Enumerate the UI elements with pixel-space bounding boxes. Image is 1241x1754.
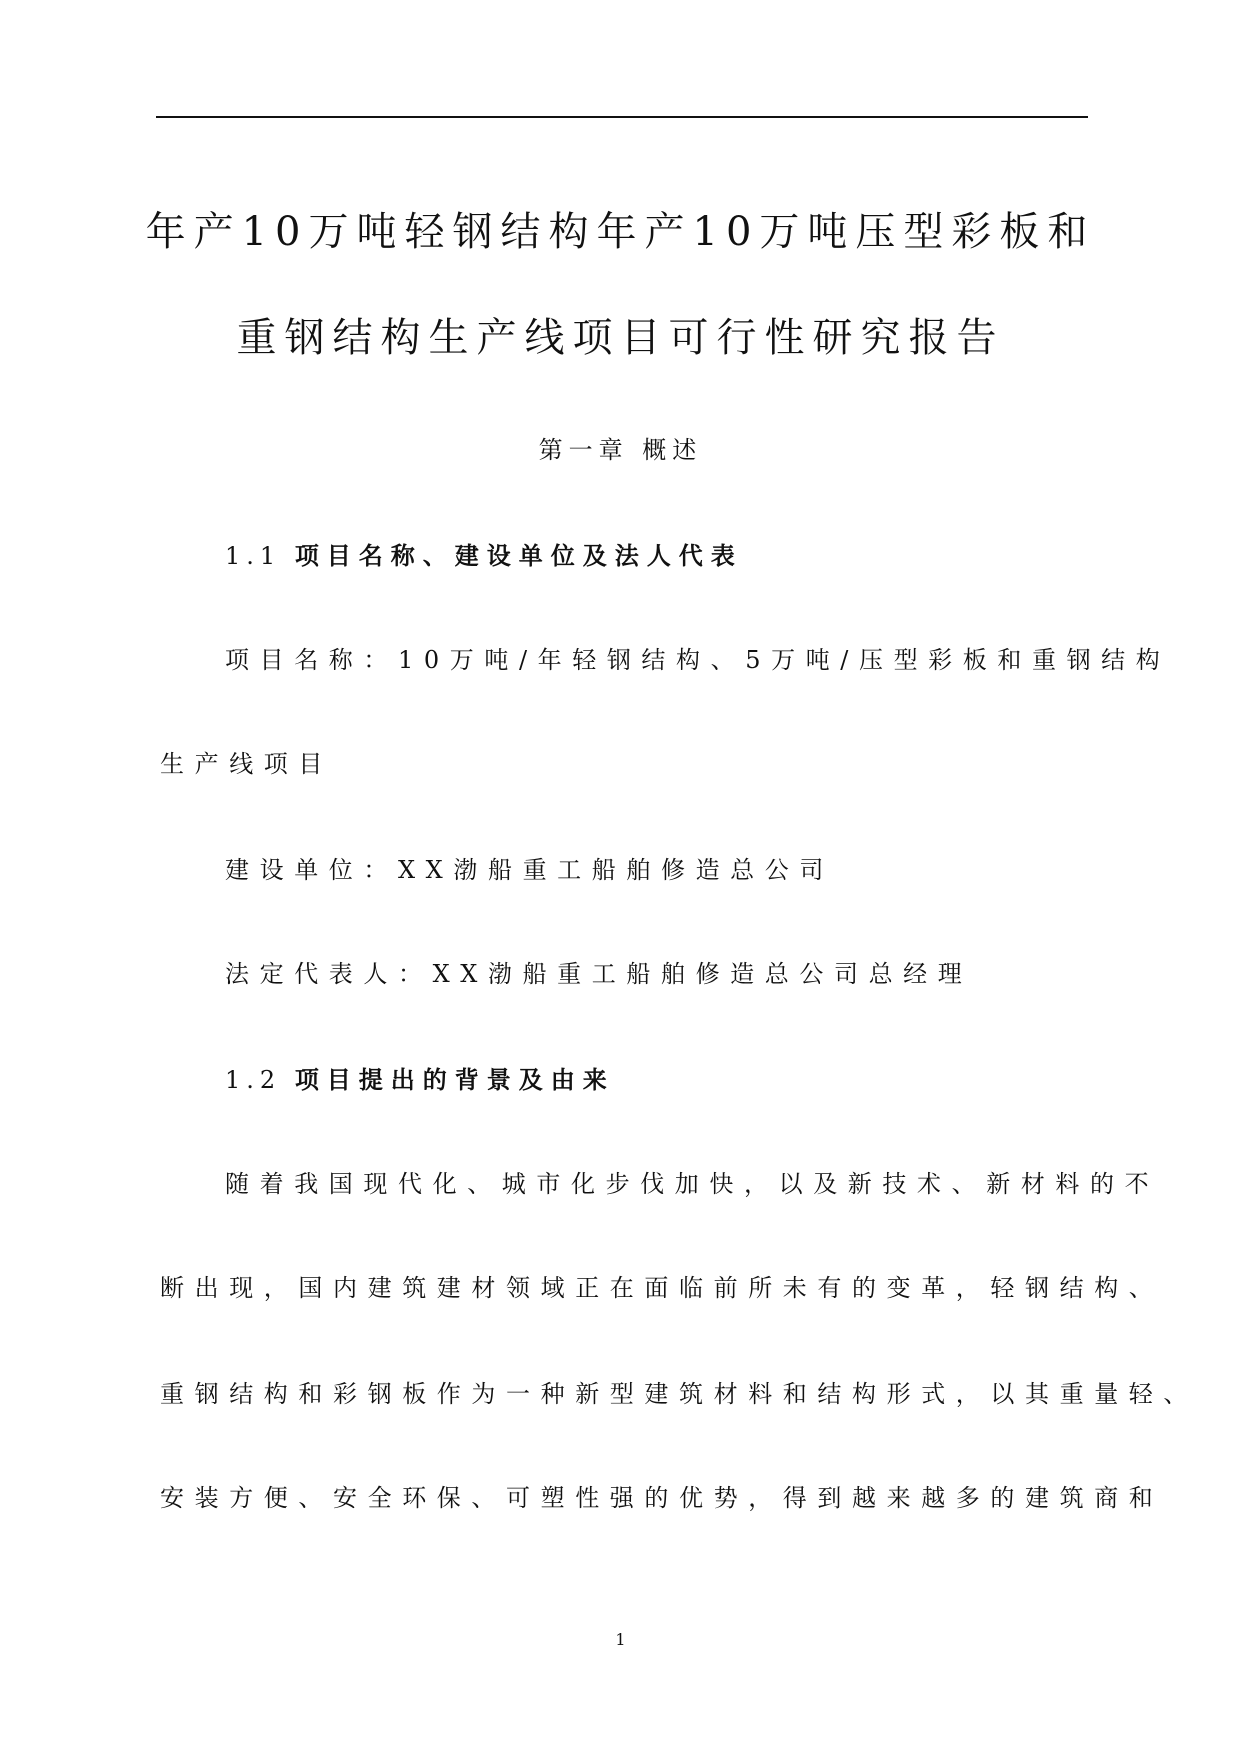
document-title-line-1: 年产10万吨轻钢结构年产10万吨压型彩板和 (145, 209, 1096, 255)
builder-unit: 建设单位：XX渤船重工船舶修造总公司 (225, 856, 834, 884)
header-rule (156, 116, 1088, 118)
legal-representative: 法定代表人：XX渤船重工船舶修造总公司总经理 (225, 960, 973, 988)
background-paragraph-line-3: 重钢结构和彩钢板作为一种新型建筑材料和结构形式，以其重量轻、 (160, 1380, 1198, 1408)
section-heading-1-1 (225, 536, 743, 571)
section-heading-1-2 (225, 1060, 615, 1095)
project-name-line-2: 生产线项目 (160, 750, 333, 778)
section-title: 项目名称、建设单位及法人代表 (294, 541, 743, 570)
section-title: 项目提出的背景及由来 (294, 1065, 615, 1094)
background-paragraph-line-4: 安装方便、安全环保、可塑性强的优势，得到越来越多的建筑商和 (160, 1484, 1164, 1512)
page-number: 1 (615, 1630, 626, 1649)
document-title-line-2: 重钢结构生产线项目可行性研究报告 (236, 315, 1005, 361)
project-name-line-1: 项目名称：10万吨/年轻钢结构、5万吨/压型彩板和重钢结构 (225, 646, 1171, 674)
chapter-heading: 第一章 概述 (538, 436, 703, 464)
section-number: 1.2 (225, 1066, 282, 1094)
background-paragraph-line-2: 断出现，国内建筑建材领域正在面临前所未有的变革，轻钢结构、 (160, 1274, 1164, 1302)
background-paragraph-line-1: 随着我国现代化、城市化步伐加快，以及新技术、新材料的不 (225, 1170, 1160, 1198)
section-number: 1.1 (225, 542, 282, 570)
